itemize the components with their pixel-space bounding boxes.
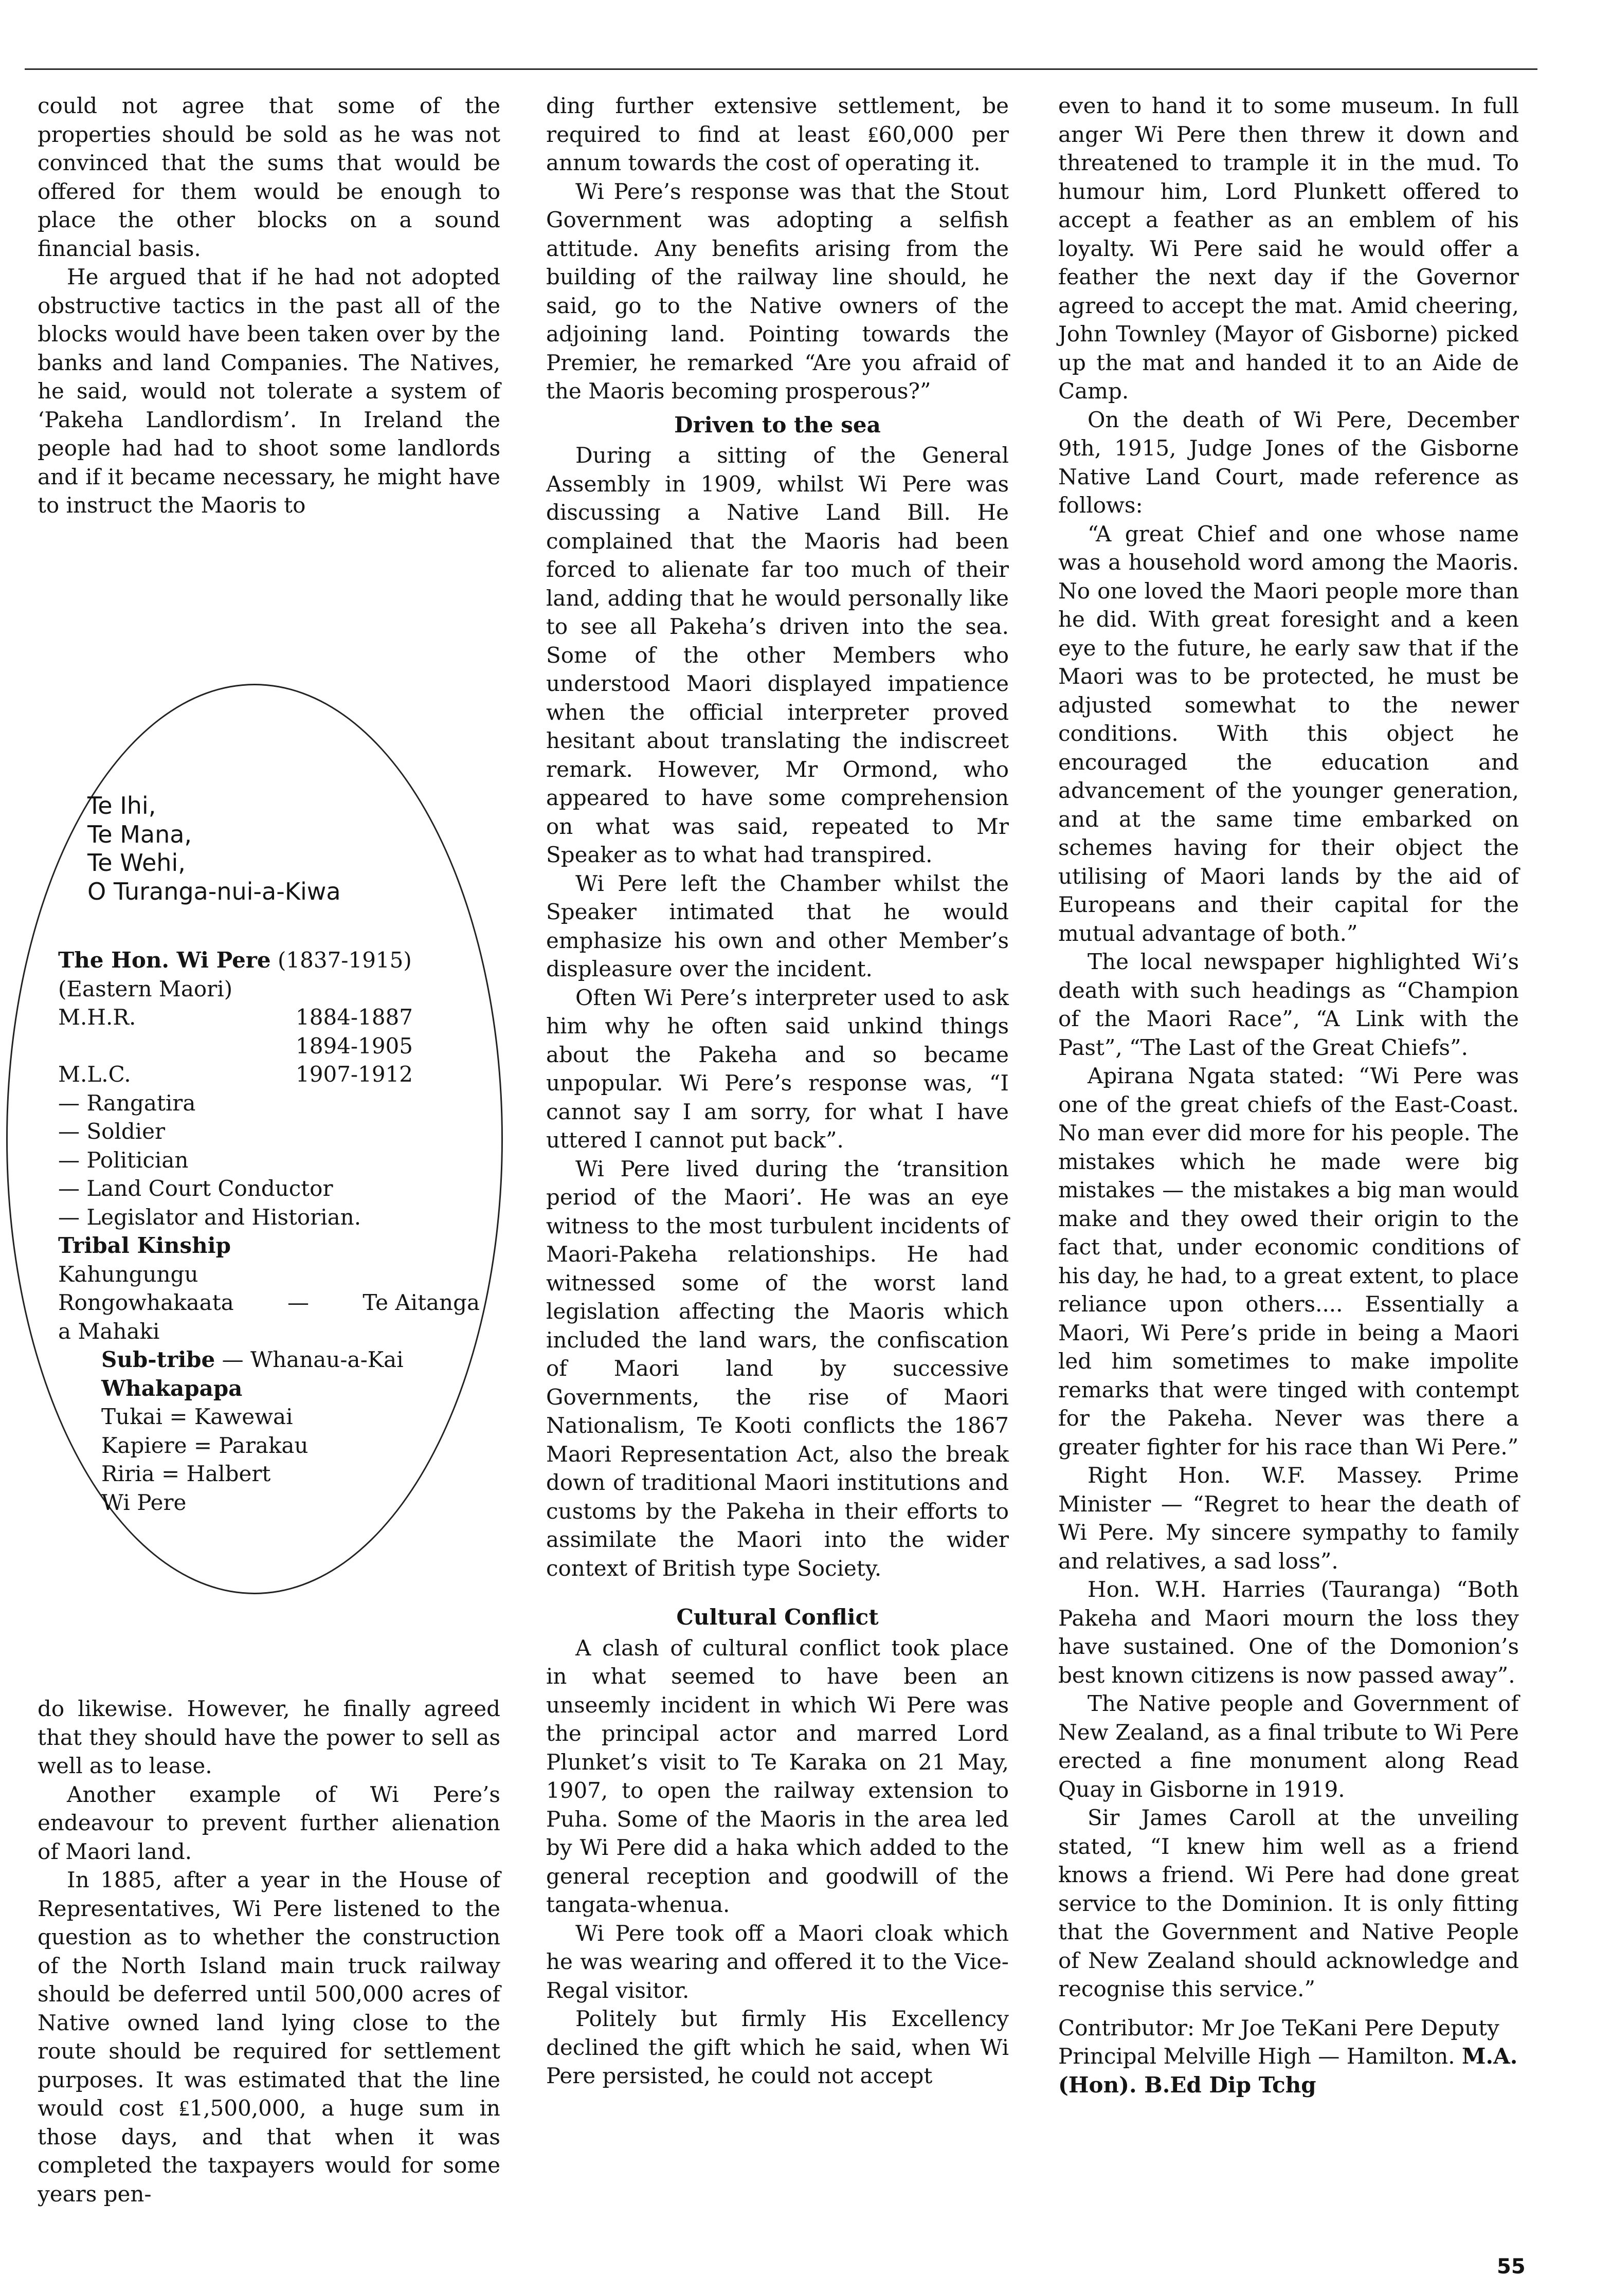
- paragraph: A clash of cultural conflict took place in what seemed to have been an unseemly incident in which Wi Pere was the principal actor and marred Lord Plunket’s visit to Te Karaka on 21 May, 1907, to open the railway extension to Puha. Some of the Maoris in the area led by Wi Pere did a haka which added to the general reception and goodwill of the tangata-whenua.: [546, 1635, 1009, 1917]
- motto-line: Te Wehi,: [87, 849, 186, 877]
- column-2: [546, 92, 1009, 2090]
- paragraph: Another example of Wi Pere’s endeavour to prevent further alienation of Maori land.: [38, 1781, 500, 1864]
- paragraph: Often Wi Pere’s interpreter used to ask him why he often said unkind things about the Pakeha and so became unpopular. Wi Pere’s response was, “I cannot say I am sorry, for what I have uttered I cannot put back”.: [546, 985, 1009, 1153]
- bio-subtribe-value: — Whanau-a-Kai: [222, 1347, 404, 1372]
- bio-mlc-term: 1907-1912: [296, 1062, 413, 1087]
- bio-kinship: a Mahaki: [58, 1318, 160, 1344]
- paragraph: even to hand it to some museum. In full anger Wi Pere then threw it down and threatened to trample it in the mud. To humour him, Lord Plunkett offered to accept a feather as an emblem of his loyalty. Wi Pere said he would offer a feather the next day if the Governor agreed to accept the mat. Amid cheering, John Townley (Mayor of Gisborne) picked up the mat and handed it to an Aide de Camp.: [1058, 93, 1519, 404]
- bio-mhr-term: 1884-1887: [296, 1005, 413, 1030]
- paragraph: The local newspaper highlighted Wi’s death with such headings as “Champion of the Maori Race”, “A Link with the Past”, “The Last of the Great Chiefs”.: [1058, 949, 1519, 1060]
- bio-mhr-row: [58, 1032, 413, 1061]
- bio-subtribe: [58, 1345, 485, 1374]
- motto-line: Te Ihi,: [87, 792, 156, 819]
- paragraph: In 1885, after a year in the House of Representatives, Wi Pere listened to the question as to whether the construction of the North Island main truck railway should be deferred until 500,000 acres of Native owned land lying close to the route should be required for settlement purposes. It was estimated that the line would cost ₤1,500,000, a huge sum in those days, and that when it was completed the taxpayers would for some years pen-: [38, 1867, 500, 2207]
- paragraph: Wi Pere’s response was that the Stout Government was adopting a selfish attitude. Any benefits arising from the building of the railway line should, he said, go to the Native owners of the adjoining land. Pointing towards the Premier, he remarked “Are you afraid of the Maoris becoming prosperous?”: [546, 178, 1009, 404]
- paragraph: During a sitting of the General Assembly in 1909, whilst Wi Pere was discussing a Native Land Bill. He complained that the Maoris had been forced to alienate far too much of their land, adding that he would personally like to see all Pakeha’s driven into the sea. Some of the other Members who understood Maori displayed impatience when the official interpreter proved hesitant about translating the indiscreet remark. However, Mr Ormond, who appeared to have some comprehension on what was said, repeated to Mr Speaker as to what had transpired.: [546, 443, 1009, 867]
- bio-whakapapa: Riria = Halbert: [101, 1461, 271, 1486]
- paragraph: On the death of Wi Pere, December 9th, 1915, Judge Jones of the Gisborne Native Land Court, made reference as follows:: [1058, 407, 1519, 518]
- bio-subtribe-label: Sub-tribe: [101, 1347, 215, 1372]
- bio-mlc-label: M.L.C.: [58, 1062, 131, 1087]
- paragraph: Wi Pere took off a Maori cloak which he was wearing and offered it to the Vice-Regal visitor.: [546, 1920, 1009, 2003]
- bio-name: The Hon. Wi Pere: [58, 947, 271, 973]
- column-3: [1058, 92, 1519, 2099]
- motto-line: Te Mana,: [87, 820, 192, 848]
- bio-role: — Rangatira: [58, 1090, 196, 1116]
- paragraph: Sir James Caroll at the unveiling stated, “I knew him well as a friend knows a friend. Wi Pere had done great service to the Dominion. It is only fitting that the Government and Native People of New Zealand should acknowledge and recognise this service.”: [1058, 1805, 1519, 2001]
- bio-mhr-row: [58, 1003, 413, 1032]
- bio-role: — Land Court Conductor: [58, 1176, 333, 1201]
- bio-kinship: Rongowhakaata: [58, 1290, 234, 1315]
- motto: [87, 792, 341, 906]
- paragraph: Apirana Ngata stated: “Wi Pere was one of the great chiefs of the East-Coast. No man ever did more for his people. The mistakes which he made were big mistakes — the mistakes a big man would make and they owed their origin to the fact that, under economic conditions of his day, he had, to a great extent, to place reliance upon others.... Essentially a Maori, Wi Pere’s pride in being a Maori led him sometimes to make impolite remarks that were tinged with contempt for the Pakeha. Never was there a greater fighter for his race than Wi Pere.”: [1058, 1063, 1519, 1460]
- bio-whakapapa: Tukai = Kawewai: [101, 1404, 293, 1429]
- biography-panel: [58, 946, 485, 1517]
- header-rule: [25, 68, 1537, 70]
- bio-whakapapa-heading: Whakapapa: [101, 1375, 243, 1401]
- paragraph: do likewise. However, he finally agreed that they should have the power to sell as well as to lease.: [38, 1696, 500, 1778]
- paragraph: He argued that if he had not adopted obstructive tactics in the past all of the blocks would have been taken over by the banks and land Companies. The Natives, he said, would not tolerate a system of ‘Pakeha Landlordism’. In Ireland the people had had to shoot some landlords and if it became necessary, he might have to instruct the Maoris to: [38, 264, 500, 518]
- paragraph: ding further extensive settlement, be required to find at least ₤60,000 per annum towards the cost of operating it.: [546, 93, 1009, 175]
- bio-whakapapa: Wi Pere: [101, 1489, 187, 1515]
- contributor-name: Contributor: Mr Joe TeKani Pere Deputy Principal Melville High — Hamilton.: [1058, 2015, 1499, 2069]
- paragraph: Wi Pere left the Chamber whilst the Speaker intimated that he would emphasize his own and other Member’s displeasure over the incident.: [546, 870, 1009, 981]
- contributor-qualifications: M.A. (Hon). B.Ed Dip Tchg: [1058, 2044, 1518, 2098]
- section-heading: Cultural Conflict: [676, 1605, 879, 1630]
- bio-kinship-heading: Tribal Kinship: [58, 1233, 231, 1258]
- paragraph: Politely but firmly His Excellency declined the gift which he said, when Wi Pere persisted, he could not accept: [546, 2006, 1009, 2088]
- bio-electorate: (Eastern Maori): [58, 976, 233, 1001]
- bio-kinship: Kahungungu: [58, 1261, 198, 1287]
- bio-mhr-label: M.H.R.: [58, 1005, 136, 1030]
- bio-kinship: Te Aitanga: [363, 1290, 480, 1315]
- bio-name-line: [58, 946, 485, 975]
- bio-role: — Politician: [58, 1147, 189, 1173]
- bio-mhr-term: 1894-1905: [296, 1033, 413, 1059]
- bio-whakapapa: Kapiere = Parakau: [101, 1432, 309, 1458]
- paragraph: could not agree that some of the properties should be sold as he was not convinced that the sums that would be offered for them would be enough to place the other blocks on a sound financial basis.: [38, 93, 500, 261]
- column-1-bottom: [38, 1694, 500, 2208]
- motto-line: O Turanga-nui-a-Kiwa: [87, 877, 341, 905]
- quote-paragraph: “A great Chief and one whose name was a household word among the Maoris. No one loved the Maori people more than he did. With great foresight and a keen eye to the future, he early saw that if the Maori was to be protected, he must be adjusted somewhat to the newer conditions. With this object he encouraged the education and advancement of the younger generation, and at the same time embarked on schemes having for their object the utilising of Maori lands by the aid of Europeans and their capital for the mutual advantage of both.”: [1058, 521, 1519, 946]
- bio-kinship-row: [58, 1288, 480, 1317]
- bio-mlc-row: [58, 1060, 413, 1089]
- bio-role: — Legislator and Historian.: [58, 1204, 361, 1230]
- contributor-credit: [1058, 2014, 1519, 2100]
- paragraph: Wi Pere lived during the ‘transition period of the Maori’. He was an eye witness to the most turbulent incidents of Maori-Pakeha relationships. He had witnessed some of the worst land legislation affecting the Maoris which included the land wars, the confiscation of Maori land by successive Governments, the rise of Maori Nationalism, Te Kooti conflicts the 1867 Maori Representation Act, also the break down of traditional Maori institutions and customs by the Pakeha in their efforts to assimilate the Maori into the wider context of British type Society.: [546, 1156, 1009, 1581]
- paragraph: Hon. W.H. Harries (Tauranga) “Both Pakeha and Maori mourn the loss they have sustained. One of the Domonion’s best known citizens is now passed away”.: [1058, 1577, 1519, 1688]
- bio-kinship-dash: —: [287, 1290, 309, 1315]
- bio-years: (1837-1915): [278, 947, 412, 973]
- column-1-top: [38, 92, 500, 520]
- paragraph: Right Hon. W.F. Massey. Prime Minister — “Regret to hear the death of Wi Pere. My sincere sympathy to family and relatives, a sad loss”.: [1058, 1463, 1519, 1574]
- page-number: 55: [1497, 2255, 1526, 2279]
- bio-role: — Soldier: [58, 1119, 166, 1144]
- paragraph: The Native people and Government of New Zealand, as a final tribute to Wi Pere erected a fine monument along Read Quay in Gisborne in 1919.: [1058, 1691, 1519, 1802]
- section-heading: Driven to the sea: [674, 412, 881, 438]
